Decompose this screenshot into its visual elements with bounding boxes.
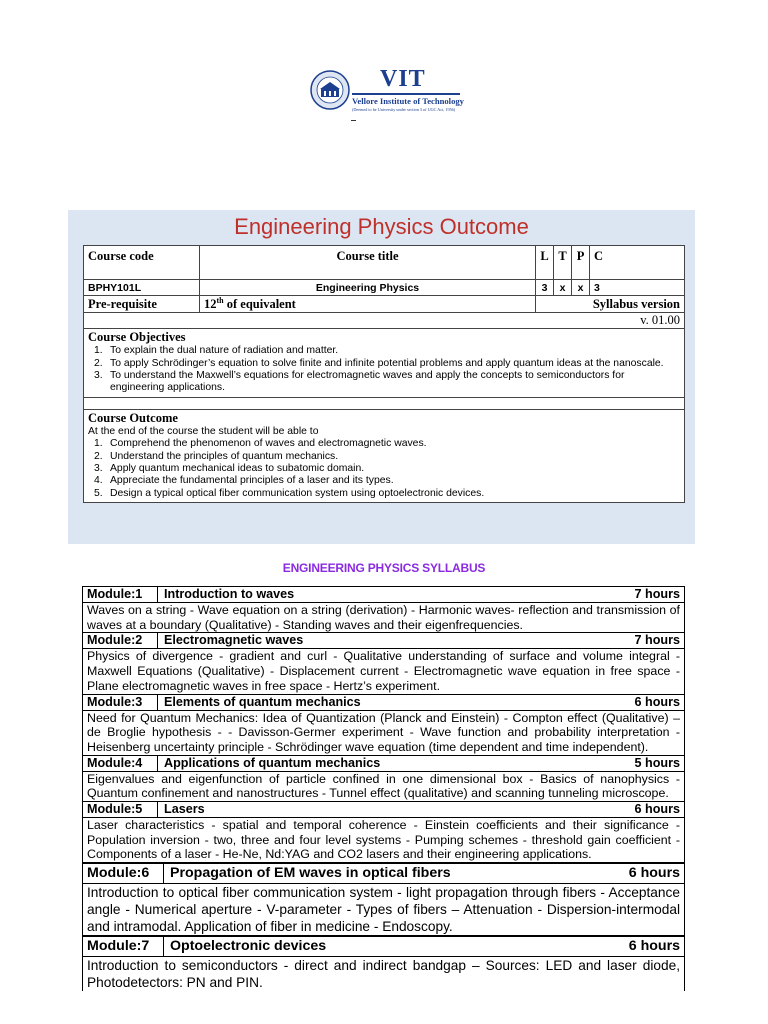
module-3 bbox=[82, 694, 685, 755]
c-value: 3 bbox=[590, 280, 685, 296]
module-4 bbox=[82, 755, 685, 801]
module-header bbox=[82, 801, 685, 817]
course-code: BPHY101L bbox=[84, 280, 200, 296]
objectives-label: Course Objectives bbox=[88, 330, 186, 345]
objective-item: 2. To apply Schrödinger’s equation to solve finite and infinite potential problems and apply quantum ideas at the nanoscale. bbox=[94, 357, 664, 369]
l-value: 3 bbox=[536, 280, 554, 296]
module-header bbox=[82, 862, 685, 883]
module-number: Module:4 bbox=[83, 756, 158, 771]
outcome-label: Course Outcome bbox=[88, 410, 178, 425]
module-description: Waves on a string - Wave equation on a string (derivation) - Harmonic waves- reflection and transmission of waves at a boundary (Qualitative) - Standing waves and their eigenfrequencies. bbox=[82, 602, 685, 632]
objectives-row bbox=[84, 329, 685, 398]
module-header bbox=[82, 755, 685, 771]
outcome-row bbox=[84, 409, 685, 502]
module-1 bbox=[82, 586, 685, 632]
module-description: Need for Quantum Mechanics: Idea of Quantization (Planck and Einstein) - Compton effect (Qualitative) – de Broglie hypothesis - - Davisson-Germer experiment - Wave function and probability interpretation - Heisenberg uncertainty principle - Schrödinger wave equation (time dependent and time independent). bbox=[82, 710, 685, 755]
course-title-header: Course title bbox=[200, 246, 536, 280]
outcome-intro: At the end of the course the student will be able to bbox=[88, 425, 319, 437]
spacer-row bbox=[84, 397, 685, 409]
module-title: Optoelectronic devices bbox=[170, 938, 327, 955]
outcome-item: 3. Apply quantum mechanical ideas to subatomic domain. bbox=[94, 463, 365, 474]
module-hours: 6 hours bbox=[634, 802, 680, 817]
module-number: Module:1 bbox=[83, 587, 158, 602]
outcome-item: 1. Comprehend the phenomenon of waves and electromagnetic waves. bbox=[94, 438, 427, 450]
prereq-row bbox=[84, 296, 685, 313]
syllabus-heading: ENGINEERING PHYSICS SYLLABUS bbox=[282, 561, 486, 575]
t-header: T bbox=[554, 246, 572, 280]
module-hours: 6 hours bbox=[628, 865, 680, 882]
module-title: Elements of quantum mechanics bbox=[164, 694, 361, 709]
course-row bbox=[84, 280, 685, 296]
course-table bbox=[83, 245, 685, 503]
course-code-header: Course code bbox=[84, 246, 200, 280]
outcome-item: 2. Understand the principles of quantum mechanics. bbox=[94, 450, 339, 462]
module-header bbox=[82, 694, 685, 710]
dash-mark bbox=[351, 120, 356, 121]
module-number: Module:2 bbox=[83, 633, 158, 648]
syllabus-table bbox=[82, 586, 685, 991]
module-header bbox=[82, 586, 685, 602]
outcome-panel bbox=[68, 210, 695, 544]
p-value: x bbox=[572, 280, 590, 296]
outcomes-list bbox=[88, 438, 680, 500]
module-hours: 6 hours bbox=[628, 938, 680, 955]
vit-logo bbox=[310, 66, 464, 126]
header-row bbox=[84, 246, 685, 280]
module-hours: 7 hours bbox=[634, 633, 680, 648]
version-row bbox=[84, 313, 685, 329]
module-hours: 5 hours bbox=[634, 755, 680, 770]
module-title: Electromagnetic waves bbox=[164, 633, 304, 648]
module-description: Laser characteristics - spatial and temporal coherence - Einstein coefficients and their significance - Population inversion - two, three and four level systems - Pumping schemes - threshold gain coefficient - Components of a laser - He-Ne, Nd:YAG and CO2 lasers and their engineering applications. bbox=[82, 817, 685, 862]
outcome-item: 5. Design a typical optical fiber communication system using optoelectronic devices. bbox=[94, 487, 485, 499]
module-hours: 6 hours bbox=[634, 694, 680, 709]
module-description: Physics of divergence - gradient and curl - Qualitative understanding of surface and volume integral - Maxwell Equations (Qualitative) - Displacement current - Electromagnetic wave equation in free space - Plane electromagnetic waves in free space - Hertz’s experiment. bbox=[82, 648, 685, 693]
l-header: L bbox=[536, 246, 554, 280]
module-header bbox=[82, 632, 685, 648]
logo-divider bbox=[352, 93, 460, 95]
module-number: Module:6 bbox=[83, 864, 164, 883]
logo-brand: VIT bbox=[380, 66, 426, 92]
vit-seal-icon bbox=[310, 70, 350, 110]
logo-subtitle: (Deemed to be University under section 3 of UGC Act, 1956) bbox=[352, 107, 456, 112]
syllabus-version-label: Syllabus version bbox=[536, 296, 685, 313]
module-number: Module:5 bbox=[83, 802, 158, 817]
course-title: Engineering Physics bbox=[200, 280, 536, 296]
module-6 bbox=[82, 862, 685, 935]
p-header: P bbox=[572, 246, 590, 280]
module-5 bbox=[82, 801, 685, 862]
prereq-label: Pre-requisite bbox=[84, 296, 200, 313]
module-title: Applications of quantum mechanics bbox=[164, 755, 381, 770]
objective-item: 1. To explain the dual nature of radiation and matter. bbox=[94, 345, 339, 357]
module-number: Module:7 bbox=[83, 937, 164, 956]
module-title: Propagation of EM waves in optical fibers bbox=[170, 865, 451, 882]
module-title: Introduction to waves bbox=[164, 587, 295, 601]
module-description: Eigenvalues and eigenfunction of particle confined in one dimensional box - Basics of nanophysics - Quantum confinement and nanostructures - Tunnel effect (qualitative) and scanning tunneling microscope. bbox=[82, 771, 685, 801]
module-7 bbox=[82, 935, 685, 991]
module-title: Lasers bbox=[164, 802, 205, 817]
t-value: x bbox=[554, 280, 572, 296]
c-header: C bbox=[590, 246, 685, 280]
outcome-item: 4. Appreciate the fundamental principles of a laser and its types. bbox=[94, 475, 394, 487]
objectives-list bbox=[88, 345, 680, 395]
module-description: Introduction to optical fiber communication system - light propagation through fibers - Acceptance angle - Numerical aperture - V-parameter - Types of fibers – Attenuation - Dispersion-intermodal and intramodal. Application of fiber in medicine - Endoscopy. bbox=[82, 883, 685, 935]
module-number: Module:3 bbox=[83, 695, 158, 710]
module-header bbox=[82, 935, 685, 956]
prereq-value: 12th of equivalent bbox=[200, 296, 444, 313]
outcome-title: Engineering Physics Outcome bbox=[234, 214, 529, 239]
module-2 bbox=[82, 632, 685, 693]
module-hours: 7 hours bbox=[634, 587, 680, 601]
version-value: v. 01.00 bbox=[536, 313, 685, 329]
logo-name: Vellore Institute of Technology bbox=[352, 96, 464, 106]
objective-item: 3. To understand the Maxwell’s equations for electromagnetic waves and apply the concepts to semiconductors for engineering applications. bbox=[94, 369, 625, 394]
module-description: Introduction to semiconductors - direct and indirect bandgap – Sources: LED and laser diode, Photodetectors: PN and PIN. bbox=[82, 956, 685, 991]
